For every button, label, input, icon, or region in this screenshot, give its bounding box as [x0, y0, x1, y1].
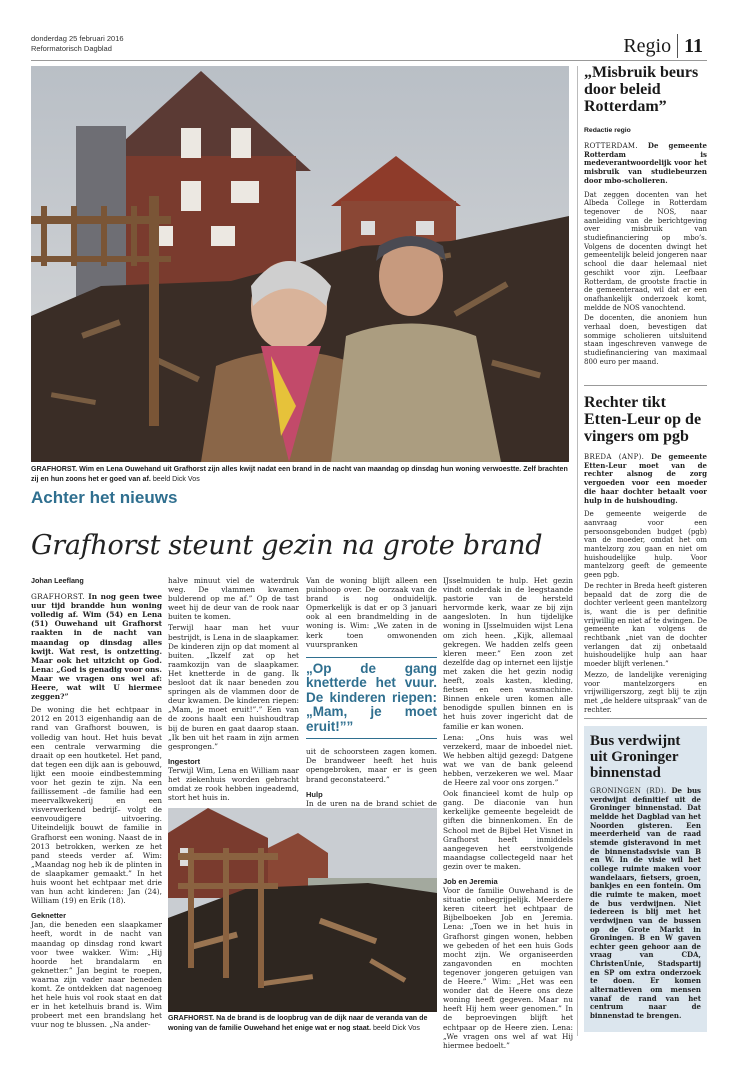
caption-credit: beeld Dick Vos [372, 1023, 420, 1032]
article-column-4 [443, 576, 573, 1052]
paragraph: Lena: „Ons huis was wel verzekerd, maar de inboedel niet. We hebben altijd gezegd: Datgene wat we van de bank geleend hebben, verzekeren we wel. Maar de Heere zal voor ons zorgen.” [443, 732, 573, 788]
main-photo [31, 66, 569, 462]
subheading: Hulp [306, 789, 323, 799]
issue-date: donderdag 25 februari 2016 [31, 34, 124, 43]
paragraph: Van de woning blijft alleen een puinhoop over. De oorzaak van de brand is nog onduidelijk. Opmerkelijk is dat er op 3 januari ook al een brandmelding in de woning is. Wim: „We zaten in de kerk toen omwonenden vuurspranken [306, 576, 437, 649]
caption-place: GRAFHORST. [168, 1014, 215, 1022]
sidebar-divider [577, 66, 578, 1036]
bottom-photo-caption [168, 1014, 437, 1033]
paragraph: De woning die het echtpaar in 2012 en 2013 eigenhandig aan de rand van Grafhorst bouwen, is volledig van hout. Het huis bevat een centrale verwarming die draait op een houtketel. Het pand, dat tegen een dijk aan is gebouwd, lijkt een mooie eindbestemming voor het gezin te zijn. Na een faillissement –de familie had een meervalkwekerij en een visverwerkend bedrijf– volgt de eenvoudigere uitvoering. Uiteindelijk bouwt de familie in Grafhorst een woning. Naast de in 2013 betrokken, werken ze het pand steeds verder af. Wim: „Maandag nog heb ik de plinten in de slaapkamer gemaakt.” In het huis woont het echtpaar met drie van hun acht kinderen: Jan (24), William (19) en Erik (18). [31, 705, 162, 906]
dateline: GRAFHORST. [31, 592, 85, 602]
paragraph: Dat zeggen docenten van het Albeda College in Rotterdam tegenover de NOS, naar aanleiding van de berichtgeving over misbruik van studiefinanciering op mbo’s. Volgens de docenten dwingt het gemeentelijk beleid jongeren naar school die daar helemaal niet geschikt voor zijn. Leefbaar Rotterdam, de grootste fractie in de gemeenteraad, wil dat er een onafhankelijk onderzoek komt, meldde de NOS vanochtend. [584, 190, 707, 312]
dateline: ROTTERDAM. [584, 142, 638, 150]
section-divider [677, 34, 678, 58]
sidebar-headline: Rechter tikt Etten-Leur op de vingers om pgb [584, 394, 702, 445]
section-header [623, 34, 703, 58]
page-number: 11 [684, 34, 703, 57]
caption-credit: beeld Dick Vos [152, 474, 200, 483]
sidebar-body [584, 453, 707, 714]
article-column-1 [31, 576, 162, 1032]
paragraph: uit de schoorsteen zagen komen. De brandweer heeft het huis opengebroken, maar er is geen brand geconstateerd.” [306, 747, 437, 784]
section-name: Regio [623, 34, 672, 57]
paragraph: In de uren na de brand schiet de [306, 798, 437, 808]
subheading: Geknetter [31, 911, 67, 921]
paragraph: Ook financieel komt de hulp op gang. De diaconie van hun kerkelijke gemeente begeleidt de giften die binnenkomen. En de School met de Bijbel Het Visnet in Grafhorst heeft inmiddels aangegeven het eerstvolgende maandagse collectegeld naar het gezin over te maken. [443, 789, 573, 871]
paragraph: Mezzo, de landelijke vereniging voor mantelzorgers en vrijwilligerszorg, zegt blij te zijn met „de heldere uitspraak” van de rechter. [584, 670, 707, 714]
paragraph: Voor de familie Ouwehand is de situatie onbegrijpelijk. Meerdere keren citeert het echtpaar de Bijbelboeken Job en Jeremia. Lena: „Toen we in het huis in Grafhorst gingen wonen, hebben we gebeden of het een huis Gods mocht zijn. We organiseerden zangavonden en mochten tegenover jongeren getuigen van de Heere.” Wim: „Het was een wonder dat de Heere ons deze woning heeft gegeven. Maar nu heeft Hij hem weer genomen.” In de beproevingen blijft het echtpaar op de Heere zien. Lena: „We vragen ons wel af wat Hij hiermee bedoelt.” [443, 886, 573, 1050]
paragraph: halve minuut viel de waterdruk weg. De vlammen kwamen bulderend op me af.” Op de tast weet hij de deur van de rook naar buiten te komen. [168, 576, 299, 622]
paragraph: IJsselmuiden te hulp. Het gezin vindt onderdak in de leegstaande pastorie van de hersteld hervormde kerk, waar ze bij zijn aangesloten. In hun tijdelijke woning in IJsselmuiden wijst Lena om zich heen. „Kijk, allemaal gekregen. We hadden zelfs geen kleren meer.” Een zoon zet dezelfde dag op internet een lijstje met zaken die het gezin nodig heeft, zoals kasten, kleding, fietsen en een wasmachine. Binnen enkele uren komen alle benodigde spullen binnen en is het huis zover ingericht dat de familie er kan wonen. [443, 576, 573, 731]
caption-text: Na de brand is de loopbrug van de dijk naar de veranda van de woning van de familie Ouwehand het enige wat er nog staat. [168, 1014, 428, 1032]
caption-place: GRAFHORST. [31, 465, 78, 473]
pull-quote: „Op de gang knetterde het vuur. De kinderen riepen: „Mam, je moet eruit!”” [306, 657, 437, 740]
sidebar-lead: De gemeente Etten-Leur moet van de rechter alsnog de zorg vergoeden voor een moeder die haar dochter betaalt voor hulp in de huishouding. [584, 452, 707, 505]
byline: Johan Leeflang [31, 576, 84, 585]
paragraph: De gemeente weigerde de aanvraag voor een persoonsgebonden budget (pgb) van de moeder, omdat het om mantelzorg zou gaan en niet om huishoudelijke hulp. Voor mantelzorg geeft de gemeente geen pgb. [584, 510, 707, 580]
sidebar-body [590, 787, 701, 1021]
sidebar-rule [584, 718, 707, 719]
subheading: Ingestort [168, 756, 201, 766]
main-photo-caption [31, 465, 569, 484]
paragraph: Terwijl haar man het vuur bestrijdt, is Lena in de slaapkamer. De kinderen zijn op dat moment al buiten. „Ikzelf zat op het raamkozijn van de slaapkamer. Het knetterde in de gang. Ik besloot dat ik naar beneden zou springen als de vlammen door de deur kwamen. De kinderen riepen: „Mam, je moet eruit!”.” Een van de zoons haalt een huishoudtrap bij de buren en gaat daarop staan. „Ik ben uit het raam in zijn armen gesprongen.” [168, 623, 299, 751]
paragraph: Terwijl Wim, Lena en William naar het ziekenhuis worden gebracht omdat ze rook hebben ingeademd, stort het huis in. [168, 765, 299, 803]
sidebar-lead: De gemeente Rotterdam is medeverantwoordelijk voor het misbruik van studiebeurzen door mbo-scholieren. [584, 141, 707, 185]
paragraph: Jan, die beneden een slaapkamer heeft, wordt in de nacht van maandag op dinsdag rond kwart voor twee wakker. Wim: „Hij hoorde het brandalarm en geknetter.” Jan begint te roepen, waarna zijn vader naar beneden komt. Ze ontdekken dat nagenoeg het hele huis vol rook staat en dat er in het ketelhuis brand is. Wim probeert met een brandslang het vuur nog te blussen. „Na ander- [31, 920, 162, 1030]
sidebar-byline: Redactie regio [584, 127, 631, 134]
sidebar-article-etten-leur [584, 394, 707, 716]
sidebar-rule [584, 385, 707, 386]
article-lead: In nog geen twee uur tijd brandde hun woning volledig af. Wim (54) en Lena (51) Ouwehand uit Grafhorst raakten in de nacht van maandag op dinsdag alles kwijt. Wat rest, is ontzetting. Maar ook het uitzicht op God. Lena: „God is genadig voor ons. Maar we vragen ons wel af: Heere, wat wilt U hiermee zeggen?” [31, 592, 162, 702]
paragraph: De rechter in Breda heeft gisteren bepaald dat de zorg die de dochter verleent geen mantelzorg is, want die is per definitie vrijwillig en niet af te dwingen. De gemeente kan volgens de rechtbank „niet van de dochter verlangen dat zij onbetaald huishoudelijke hulp aan haar moeder blijft verlenen.” [584, 581, 707, 669]
header-rule [31, 60, 707, 61]
article-headline: Grafhorst steunt gezin na grote brand [31, 530, 543, 561]
subheading: Job en Jeremia [443, 877, 498, 886]
paragraph: De docenten, die anoniem hun verhaal doen, bevestigen dat sommige scholieren uitsluitend staan ingeschreven vanwege de studiefinanciering van maximaal 800 euro per maand. [584, 314, 707, 366]
article-column-3 [306, 576, 437, 819]
sidebar-headline: „Misbruik beurs door beleid Rotterdam” [584, 64, 699, 115]
article-column-2 [168, 576, 299, 804]
sidebar-article-groningen [584, 726, 707, 1032]
sidebar-headline: Bus verdwijnt uit Groninger binnenstad [590, 733, 681, 781]
main-photo-image [31, 66, 569, 462]
bottom-photo [168, 808, 437, 1012]
paragraph: De bus verdwijnt definitief uit de Groninger binnenstad. Dat meldde het Dagblad van het Noorden gisteren. Een meerderheid van de raad stemde gisteravond in met de binnenstadsvisie van B en W. In de visie wil het college ruimte maken voor wandelaars, fietsers, groen, bankjes en een fontein. Om die ruimte te maken, moet de bus verdwijnen. Niet iedereen is blij met het verdwijnen van de bussen op de Grote Markt in Groningen. B en W gaven echter geen gehoor aan de vraag van CDA, ChristenUnie, Stadspartij en SP om extra onderzoek te doen. Er komen alternatieven om mensen vanaf de rand van het centrum naar de binnenstad te brengen. [590, 786, 701, 1021]
caption-text: Wim en Lena Ouwehand uit Grafhorst zijn alles kwijt nadat een brand in de nacht van maandag op dinsdag hun woning verwoestte. Zelf brachten zij en hun zoons het er goed van af. [31, 465, 568, 483]
dateline: GRONINGEN (RD). [590, 787, 667, 795]
bottom-photo-image [168, 808, 437, 1012]
dateline: BREDA (ANP). [584, 453, 645, 461]
page-date-block [31, 34, 124, 54]
sidebar-body [584, 142, 707, 367]
sidebar-article-rotterdam [584, 64, 707, 369]
newspaper-name: Reformatorisch Dagblad [31, 44, 112, 53]
kicker: Achter het nieuws [31, 488, 178, 507]
